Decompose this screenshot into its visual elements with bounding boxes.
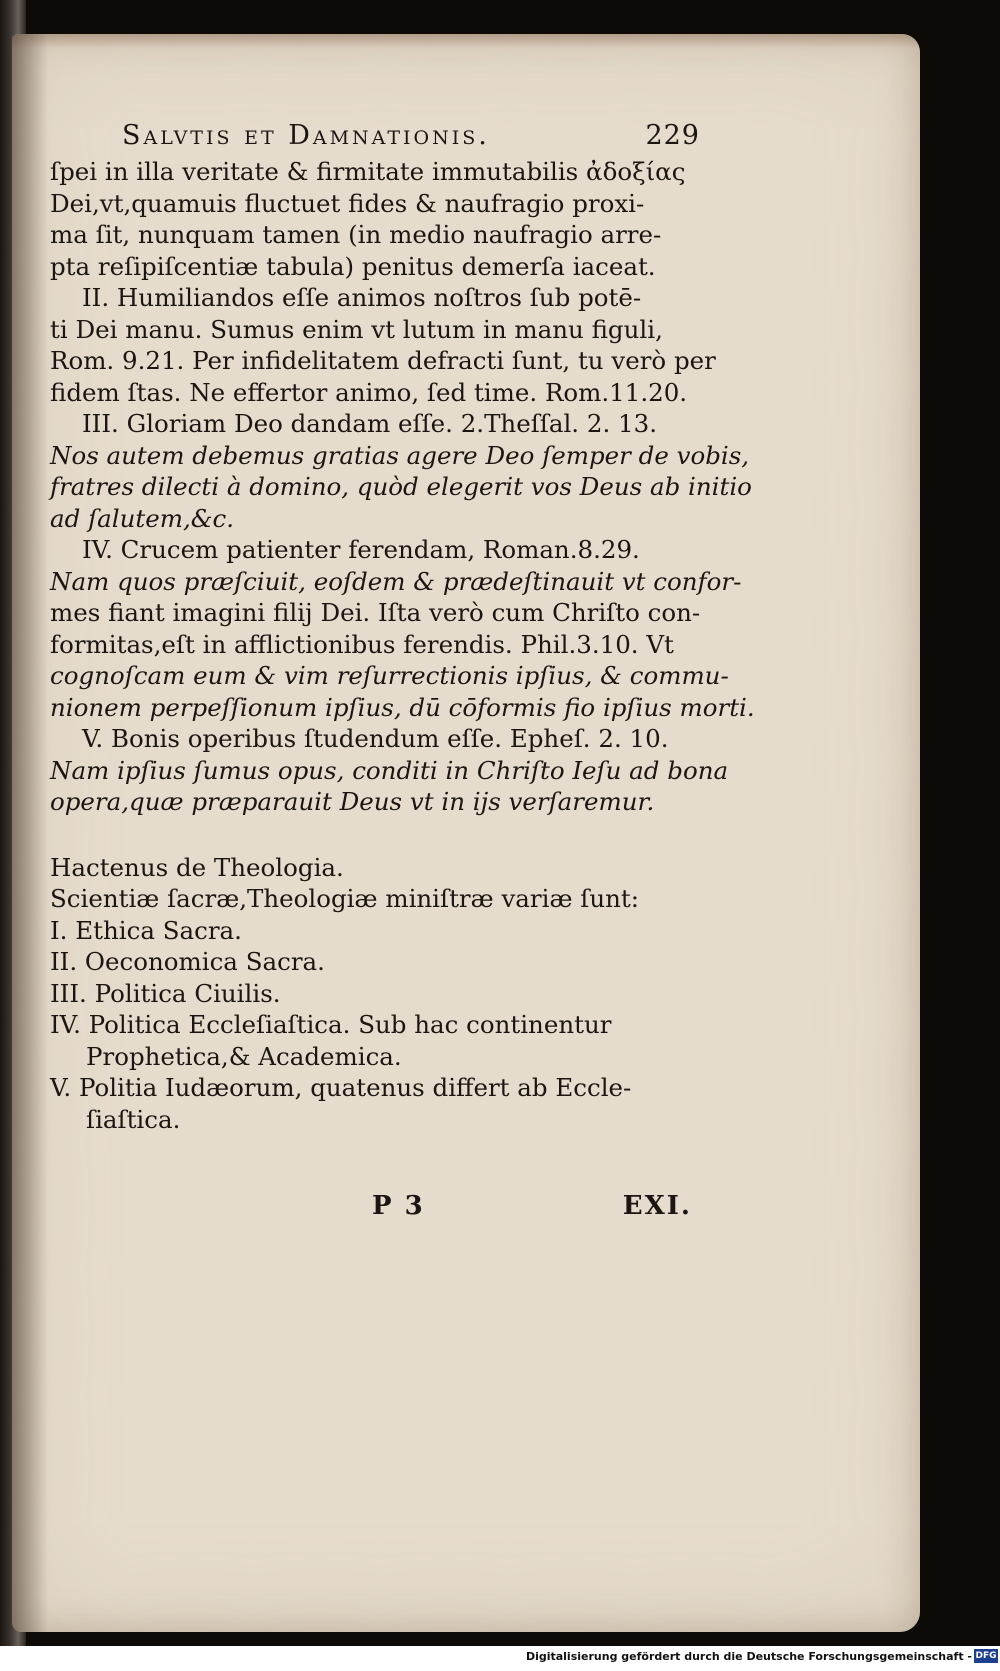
catchword: EXI. xyxy=(622,1191,692,1221)
text-line: III. Gloriam Deo dandam eſſe. 2.Theſſal. 2. 13. xyxy=(82,409,657,438)
text-line: ad ſalutem,&c. xyxy=(50,503,235,533)
text-line: Nam quos præſciuit, eoſdem & prædeſtinauit vt confor- xyxy=(50,566,742,596)
text-line: Scientiæ ſacræ,Theologiæ miniſtræ variæ ſunt: xyxy=(50,884,639,913)
text-line: cognoſcam eum & vim reſurrectionis ipſius, & commu- xyxy=(50,661,729,690)
text-line: formitas,eſt in afflictionibus ferendis. Phil.3.10. Vt xyxy=(50,629,674,659)
text-line: V. Bonis operibus ſtudendum eſſe. Epheſ. 2. 10. xyxy=(82,724,669,753)
text-line: II. Humiliandos eſſe animos noſtros ſub potē- xyxy=(82,283,642,312)
body-text xyxy=(50,156,755,818)
text-line: IV. Crucem patienter ferendam, Roman.8.29. xyxy=(82,535,640,564)
page-number: 229 xyxy=(645,120,700,151)
signature-mark: P 3 xyxy=(372,1191,425,1221)
text-line: fidem ſtas. Ne effertor animo, ſed time. Rom.11.20. xyxy=(50,377,688,407)
text-line: mes fiant imagini filij Dei. Iſta verò cum Chriſto con- xyxy=(50,598,701,627)
text-line: Nam ipſius ſumus opus, conditi in Chriſto Ieſu ad bona xyxy=(50,755,729,785)
text-line: V. Politia Iudæorum, quatenus differt ab Eccle- xyxy=(50,1073,632,1102)
running-head-title: Salvtis et Damnationis. xyxy=(122,120,490,151)
summary-text xyxy=(50,852,710,1136)
text-line: Hactenus de Theologia. xyxy=(50,852,344,882)
page-edge xyxy=(12,34,920,48)
dfg-logo: DFG xyxy=(975,1651,997,1661)
funding-credit: Digitalisierung gefördert durch die Deutsche Forschungsgemeinschaft - xyxy=(525,1650,972,1663)
page-content xyxy=(50,116,755,1231)
text-line: ma ſit, nunquam tamen (in medio naufragio arre- xyxy=(50,220,662,249)
text-line: fratres dilecti à domino, quòd elegerit vos Deus ab initio xyxy=(50,472,752,501)
text-line: I. Ethica Sacra. xyxy=(50,915,242,945)
text-line: pta reſipiſcentiæ tabula) penitus demerſa iaceat. xyxy=(50,251,656,281)
running-head xyxy=(50,116,710,156)
page-foot xyxy=(50,1191,710,1231)
text-line: nionem perpeſſionum ipſius, dū cōformis fio ipſius morti. xyxy=(50,692,755,722)
text-line: Rom. 9.21. Per infidelitatem defracti ſunt, tu verò per xyxy=(50,346,716,375)
footer-bar xyxy=(0,1646,1000,1671)
text-line: ſiaſtica. xyxy=(86,1104,181,1134)
book-page xyxy=(12,34,920,1632)
text-line: opera,quæ præparauit Deus vt in ijs verſaremur. xyxy=(50,787,655,816)
text-line: III. Politica Ciuilis. xyxy=(50,978,281,1008)
text-line: ſpei in illa veritate & firmitate immutabilis ἀδοξίας xyxy=(50,157,686,186)
text-line: Nos autem debemus gratias agere Deo ſemper de vobis, xyxy=(50,440,750,470)
text-line: II. Oeconomica Sacra. xyxy=(50,947,325,976)
text-line: IV. Politica Eccleſiaſtica. Sub hac continentur xyxy=(50,1010,612,1039)
page-gutter-shadow xyxy=(12,34,48,1632)
text-line: ti Dei manu. Sumus enim vt lutum in manu figuli, xyxy=(50,314,663,344)
text-line: Dei,vt,quamuis fluctuet fides & naufragio proxi- xyxy=(50,188,645,218)
section-gap xyxy=(50,818,710,852)
text-line: Prophetica,& Academica. xyxy=(86,1041,402,1071)
